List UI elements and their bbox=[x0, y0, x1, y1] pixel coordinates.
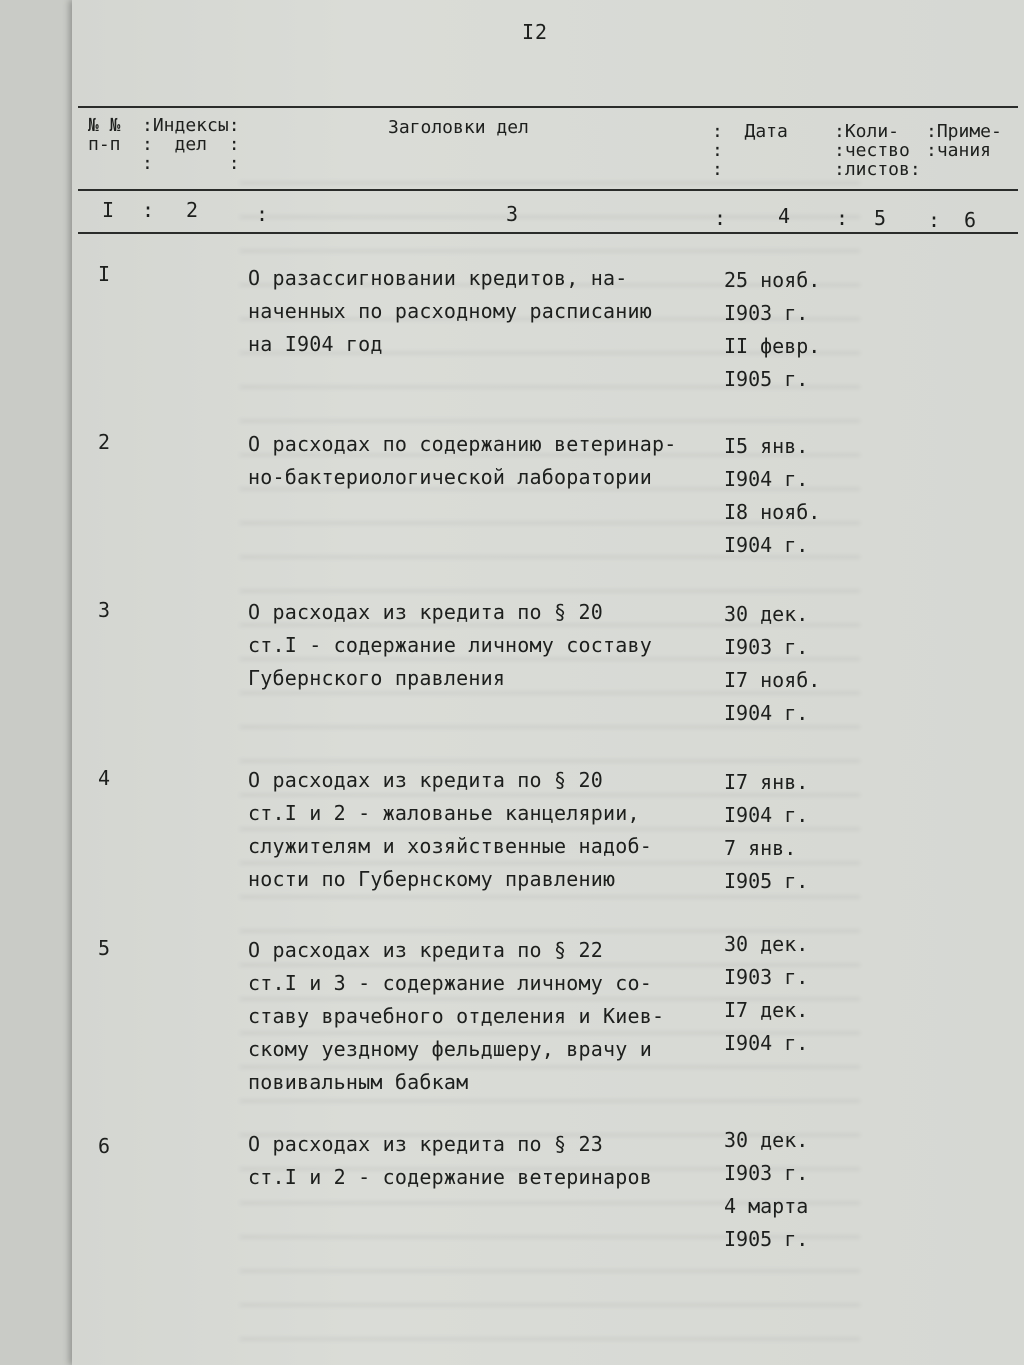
table-top-rule bbox=[78, 106, 1018, 108]
case-title: О расходах из кредита по § 20 ст.I и 2 - жалованье канцелярии, служителям и хозяйственные надоб- ности по Губернскому правлению bbox=[248, 768, 652, 891]
header-col-titles: Заголовки дел bbox=[388, 117, 529, 138]
column-number-5: 5 bbox=[874, 206, 887, 230]
header-col-sheets: :Коли- :чество :листов: bbox=[834, 121, 921, 180]
row-number: 2 bbox=[98, 430, 111, 454]
case-dates: I7 янв. I904 г. 7 янв. I905 г. bbox=[724, 770, 809, 893]
column-separator: : bbox=[256, 202, 269, 226]
column-separator: : bbox=[928, 208, 941, 232]
header-col-number: № № п-п bbox=[88, 115, 121, 155]
column-number-1: I bbox=[102, 198, 115, 222]
row-number: 5 bbox=[98, 936, 111, 960]
column-number-2: 2 bbox=[186, 198, 199, 222]
row-number: 4 bbox=[98, 766, 111, 790]
row-number: 3 bbox=[98, 598, 111, 622]
header-col-notes: :Приме- :чания bbox=[926, 121, 1002, 161]
case-dates: 25 нояб. I903 г. II февр. I905 г. bbox=[724, 268, 821, 391]
case-title: О разассигновании кредитов, на- наченных по расходному расписанию на I904 год bbox=[248, 266, 652, 356]
case-title: О расходах из кредита по § 20 ст.I - содержание личному составу Губернского правления bbox=[248, 600, 652, 690]
header-col-index: :Индексы: : дел : : : bbox=[142, 115, 240, 174]
header-col-date: : Дата : : bbox=[712, 121, 788, 180]
case-title: О расходах по содержанию ветеринар- но-бактериологической лаборатории bbox=[248, 432, 677, 489]
column-number-4: 4 bbox=[778, 204, 791, 228]
column-numbers-rule bbox=[78, 232, 1018, 234]
case-dates: 30 дек. I903 г. I7 нояб. I904 г. bbox=[724, 602, 821, 725]
column-number-6: 6 bbox=[964, 208, 977, 232]
column-separator: : bbox=[714, 206, 727, 230]
case-dates: 30 дек. I903 г. I7 дек. I904 г. bbox=[724, 932, 809, 1055]
case-dates: 30 дек. I903 г. 4 марта I905 г. bbox=[724, 1128, 809, 1251]
column-separator: : bbox=[836, 206, 849, 230]
page-number: I2 bbox=[522, 20, 549, 44]
row-number: 6 bbox=[98, 1134, 111, 1158]
header-bottom-rule bbox=[78, 189, 1018, 191]
case-title: О расходах из кредита по § 23 ст.I и 2 - содержание ветеринаров bbox=[248, 1132, 652, 1189]
column-number-3: 3 bbox=[506, 202, 519, 226]
case-dates: I5 янв. I904 г. I8 нояб. I904 г. bbox=[724, 434, 821, 557]
column-separator: : bbox=[142, 198, 155, 222]
case-title: О расходах из кредита по § 22 ст.I и 3 - содержание личному со- ставу врачебного отделения и Киев- скому уездному фельдшеру, врачу и повивальным бабкам bbox=[248, 938, 665, 1094]
row-number: I bbox=[98, 262, 111, 286]
